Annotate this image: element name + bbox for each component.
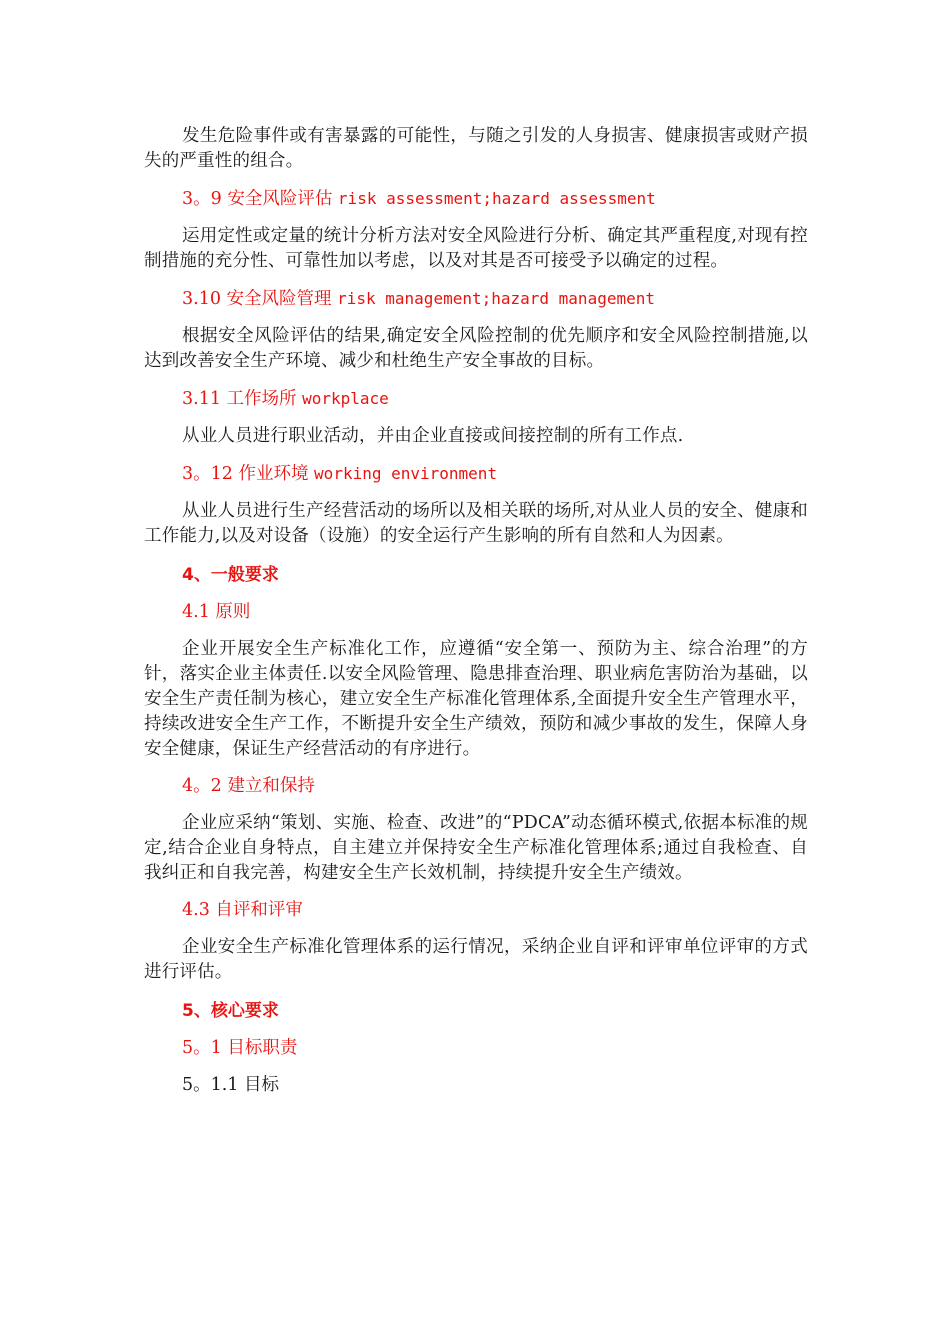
heading-3-11-english: workplace [302,389,389,408]
paragraph-3-12-definition: 从业人员进行生产经营活动的场所以及相关联的场所,对从业人员的安全、健康和工作能力,以及对设备（设施）的安全运行产生影响的所有自然和人为因素。 [144,501,808,546]
heading-5-1: 5。1 目标职责 [182,1038,298,1058]
heading-3-9-title: 3。9 安全风险评估 [182,189,333,209]
document-body [144,124,808,1098]
paragraph-4-1: 企业开展安全生产标准化工作，应遵循“安全第一、预防为主、综合治理”的方针，落实企业主体责任.以安全风险管理、隐患排查治理、职业病危害防治为基础，以安全生产责任制为核心，建立安全生产标准化管理体系,全面提升安全生产管理水平，持续改进安全生产工作，不断提升安全生产绩效，预防和减少事故的发生，保障人身安全健康，保证生产经营活动的有序进行。 [144,639,808,759]
heading-3-9 [144,186,808,212]
paragraph-3-10-definition: 根据安全风险评估的结果,确定安全风险控制的优先顺序和安全风险控制措施,以达到改善安全生产环境、减少和杜绝生产安全事故的目标。 [144,326,808,371]
heading-3-9-english: risk assessment;hazard assessment [337,189,656,208]
heading-3-11 [144,386,808,412]
heading-3-12-title: 3。12 作业环境 [182,464,309,484]
heading-3-11-title: 3.11 工作场所 [182,389,297,409]
heading-4-1: 4.1 原则 [182,602,251,622]
section-heading-5: 5、核心要求 [182,1001,279,1021]
paragraph-4-3: 企业安全生产标准化管理体系的运行情况，采纳企业自评和评审单位评审的方式进行评估。 [144,937,808,982]
heading-3-12-english: working environment [314,464,498,483]
section-heading-4: 4、一般要求 [182,565,279,585]
paragraph-3-9-definition: 运用定性或定量的统计分析方法对安全风险进行分析、确定其严重程度,对现有控制措施的充分性、可靠性加以考虑，以及对其是否可接受予以确定的过程。 [144,226,808,271]
heading-3-10 [144,286,808,312]
heading-4-2: 4。2 建立和保持 [182,776,315,796]
heading-4-3: 4.3 自评和评审 [182,900,303,920]
paragraph-3-11-definition: 从业人员进行职业活动，并由企业直接或间接控制的所有工作点. [182,426,684,446]
paragraph-4-2: 企业应采纳“策划、实施、检查、改进”的“PDCA”动态循环模式,依据本标准的规定,结合企业自身特点，自主建立并保持安全生产标准化管理体系;通过自我检查、自我纠正和自我完善，构建安全生产长效机制，持续提升安全生产绩效。 [144,813,808,883]
heading-5-1-1: 5。1.1 目标 [182,1075,280,1095]
paragraph-3-8-definition: 发生危险事件或有害暴露的可能性，与随之引发的人身损害、健康损害或财产损失的严重性的组合。 [144,126,808,171]
heading-3-10-english: risk management;hazard management [337,289,655,308]
heading-3-10-title: 3.10 安全风险管理 [182,289,332,309]
heading-3-12 [144,461,808,487]
